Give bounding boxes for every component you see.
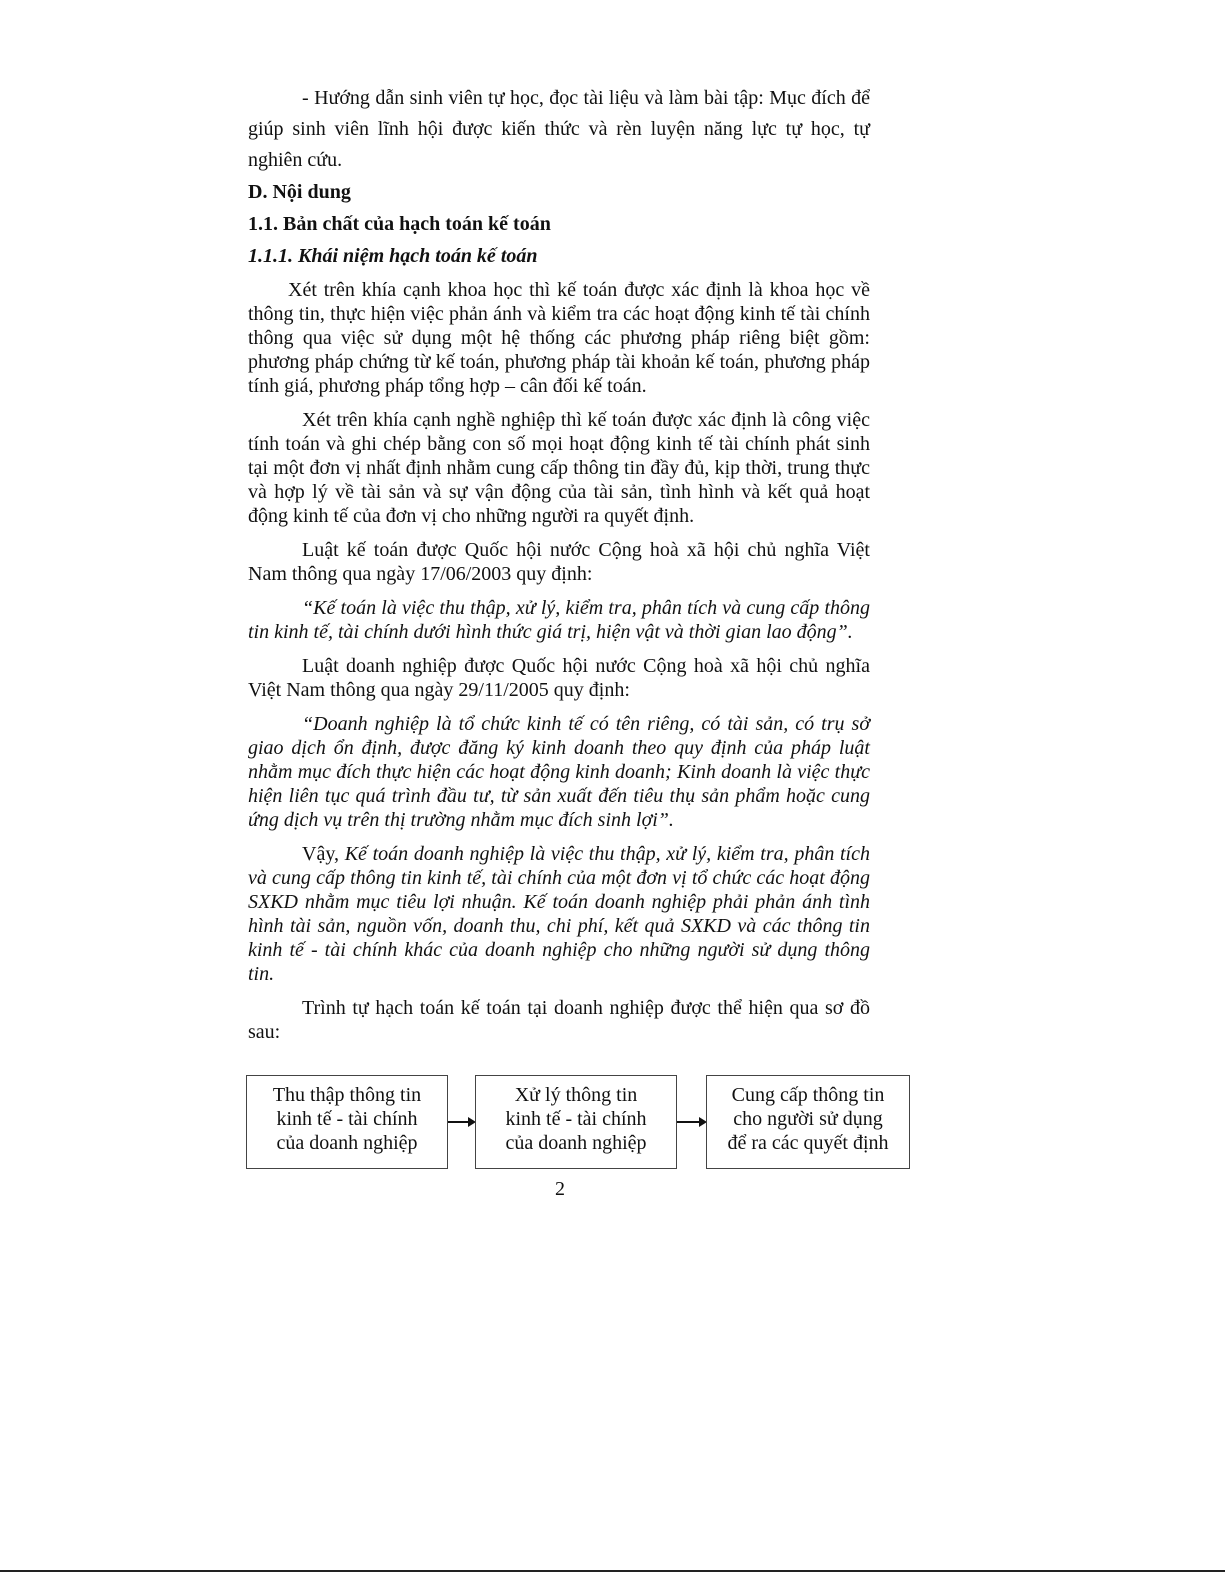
flow-box-provide-line1: Cung cấp thông tin [731,1084,885,1106]
flow-box-process [475,1075,677,1169]
flow-arrow-1 [448,1121,474,1123]
flow-box-collect-line3: của doanh nghiệp [276,1132,418,1154]
flow-box-collect-line2: kinh tế - tài chính [276,1108,418,1130]
flow-box-provide-line3: để ra các quyết định [727,1132,889,1154]
definition-prefix: Vậy, [302,843,345,865]
paragraph-profession: Xét trên khía cạnh nghề nghiệp thì kế toán được xác định là công việc tính toán và ghi chép bằng con số mọi hoạt động kinh tế tài chính phát sinh tại một đơn vị nhất định nhằm cung cấp thông tin đầy đủ, kịp thời, trung thực và hợp lý về tài sản và sự vận động của tài sản, tình hình và kết quả hoạt động kinh tế của đơn vị cho những người ra quyết định. [248,409,870,527]
bottom-divider [0,1570,1225,1572]
accounting-flow-diagram [246,1075,910,1171]
paragraph-flow-intro: Trình tự hạch toán kế toán tại doanh nghiệp được thể hiện qua sơ đồ sau: [248,997,870,1043]
document-page [248,80,870,1044]
flow-box-process-line3: của doanh nghiệp [505,1132,647,1154]
section-d-heading: D. Nội dung [248,181,351,203]
section-1-1-1-heading: 1.1.1. Khái niệm hạch toán kế toán [248,245,538,267]
quote-enterprise-law: “Doanh nghiệp là tổ chức kinh tế có tên riêng, có tài sản, có trụ sở giao dịch ổn định, được đăng ký kinh doanh theo quy định của pháp luật nhằm mục đích thực hiện các hoạt động kinh doanh; Kinh doanh là việc thực hiện liên tục quá trình đầu tư, từ sản xuất đến tiêu thụ sản phẩm hoặc cung ứng dịch vụ trên thị trường nhằm mục đích sinh lợi”. [248,713,870,831]
page-number: 2 [555,1178,565,1200]
paragraph-enterprise-law: Luật doanh nghiệp được Quốc hội nước Cộng hoà xã hội chủ nghĩa Việt Nam thông qua ngày 29/11/2005 quy định: [248,655,870,701]
flow-arrow-2 [677,1121,705,1123]
flow-box-provide [706,1075,910,1169]
flow-box-provide-line2: cho người sử dụng [733,1108,883,1130]
flow-box-process-line2: kinh tế - tài chính [505,1108,647,1130]
quote-accounting-law: “Kế toán là việc thu thập, xử lý, kiểm tra, phân tích và cung cấp thông tin kinh tế, tài chính dưới hình thức giá trị, hiện vật và thời gian lao động”. [248,597,870,643]
paragraph-definition [248,842,870,986]
flow-box-collect [246,1075,448,1169]
paragraph-science: Xét trên khía cạnh khoa học thì kế toán được xác định là khoa học về thông tin, thực hiện việc phản ánh và kiểm tra các hoạt động kinh tế tài chính thông qua việc sử dụng một hệ thống các phương pháp riêng biệt gồm: phương pháp chứng từ kế toán, phương pháp tài khoản kế toán, phương pháp tính giá, phương pháp tổng hợp – cân đối kế toán. [248,279,870,397]
flow-box-process-line1: Xử lý thông tin [514,1084,638,1106]
flow-box-collect-line1: Thu thập thông tin [272,1084,422,1106]
section-1-1-heading: 1.1. Bản chất của hạch toán kế toán [248,213,551,235]
definition-text: Kế toán doanh nghiệp là việc thu thập, xử lý, kiểm tra, phân tích và cung cấp thông tin kinh tế, tài chính của một đơn vị tổ chức các hoạt động SXKD nhằm mục tiêu lợi nhuận. Kế toán doanh nghiệp phải phản ánh tình hình tài sản, nguồn vốn, doanh thu, chi phí, kết quả SXKD và các thông tin kinh tế - tài chính khác của doanh nghiệp cho những người sử dụng thông tin. [248,843,870,985]
paragraph-accounting-law: Luật kế toán được Quốc hội nước Cộng hoà xã hội chủ nghĩa Việt Nam thông qua ngày 17/06/2003 quy định: [248,539,870,585]
intro-paragraph: - Hướng dẫn sinh viên tự học, đọc tài liệu và làm bài tập: Mục đích để giúp sinh viên lĩnh hội được kiến thức và rèn luyện năng lực tự học, tự nghiên cứu. [248,87,870,171]
